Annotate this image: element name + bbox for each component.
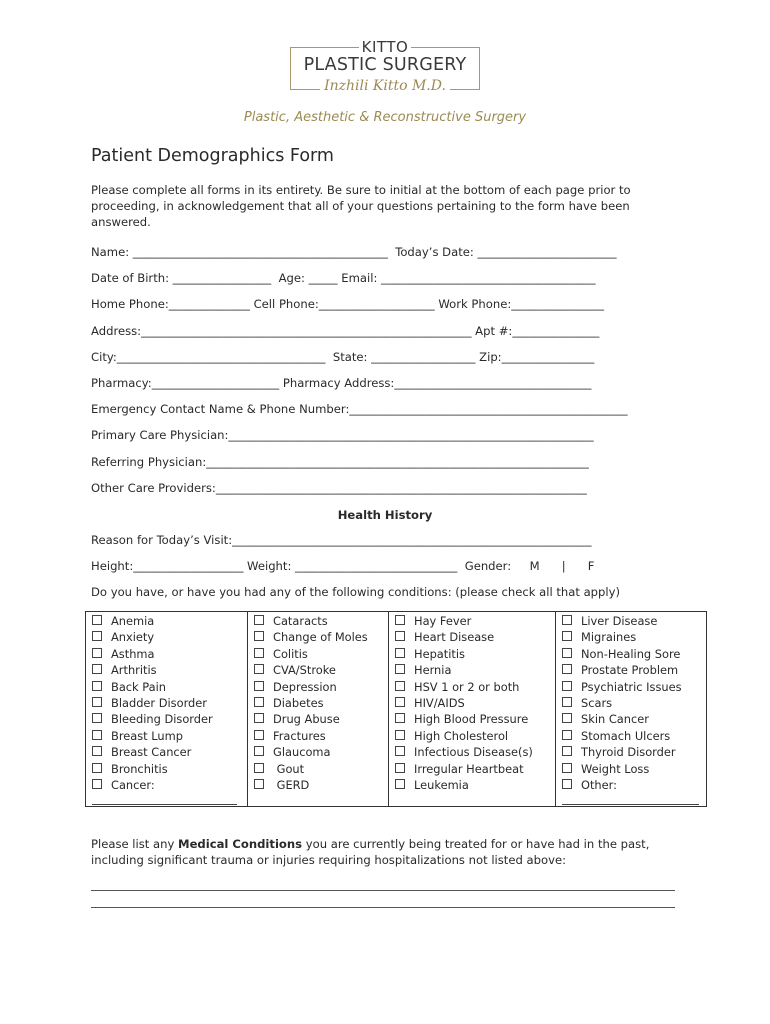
condition-checkbox-item[interactable]	[92, 646, 155, 662]
condition-checkbox-item[interactable]	[395, 711, 528, 727]
checkbox-icon[interactable]	[395, 664, 405, 674]
section-heading-health-history: Health History	[337, 508, 433, 522]
condition-checkbox-item[interactable]	[562, 629, 636, 645]
checkbox-icon[interactable]	[92, 681, 102, 691]
checkbox-icon[interactable]	[562, 681, 572, 691]
condition-label: HIV/AIDS	[414, 696, 465, 710]
checkbox-icon[interactable]	[562, 697, 572, 707]
condition-label: Anemia	[111, 614, 155, 628]
condition-checkbox-item[interactable]	[254, 613, 328, 629]
condition-label: HSV 1 or 2 or both	[414, 679, 520, 694]
checkbox-icon[interactable]	[92, 648, 102, 658]
checkbox-icon[interactable]	[395, 763, 405, 773]
condition-label: Anxiety	[111, 630, 155, 645]
condition-checkbox-item[interactable]	[395, 761, 524, 777]
checkbox-icon[interactable]	[92, 779, 102, 789]
condition-label: Skin Cancer	[581, 712, 649, 727]
condition-label: Leukemia	[414, 778, 469, 792]
checkbox-icon[interactable]	[92, 631, 102, 641]
condition-checkbox-item[interactable]	[562, 744, 676, 760]
condition-checkbox-item[interactable]	[92, 662, 157, 678]
condition-label: Heart Disease	[414, 630, 495, 645]
checkbox-icon[interactable]	[562, 648, 572, 658]
checkbox-icon[interactable]	[254, 746, 264, 756]
field-pharmacy[interactable]: Pharmacy:______________________ Pharmacy Address:__________________________________	[91, 376, 592, 390]
condition-checkbox-item[interactable]	[562, 728, 670, 744]
condition-label: Diabetes	[273, 696, 324, 710]
conditions-column-4	[555, 612, 706, 806]
condition-checkbox-item[interactable]	[92, 679, 166, 695]
practice-logo	[290, 38, 480, 100]
condition-checkbox-item[interactable]	[92, 613, 154, 629]
condition-checkbox-item[interactable]	[92, 728, 183, 744]
condition-label: Hepatitis	[414, 646, 465, 661]
condition-label: Irregular Heartbeat	[414, 761, 524, 776]
condition-label: Psychiatric Issues	[581, 679, 682, 694]
field-primary-care[interactable]: Primary Care Physician:_______________________________________________________________	[91, 428, 594, 442]
condition-label: GERD	[273, 778, 310, 792]
condition-label: High Cholesterol	[414, 728, 509, 743]
condition-checkbox-item[interactable]	[395, 679, 519, 695]
medical-para-start: Please list any	[91, 837, 179, 851]
tagline: Plastic, Aesthetic & Reconstructive Surgery	[243, 110, 527, 125]
condition-checkbox-item[interactable]	[254, 695, 324, 711]
condition-label: Thyroid Disorder	[581, 745, 676, 760]
checkbox-icon[interactable]	[395, 779, 405, 789]
checkbox-icon[interactable]	[562, 746, 572, 756]
condition-label: Arthritis	[111, 663, 157, 678]
checkbox-icon[interactable]	[395, 713, 405, 723]
condition-checkbox-item[interactable]	[92, 744, 191, 760]
condition-label: Gout	[273, 761, 305, 776]
condition-checkbox-item[interactable]	[254, 761, 304, 777]
condition-checkbox-item[interactable]	[562, 679, 682, 695]
condition-label: Migraines	[581, 630, 637, 645]
checkbox-icon[interactable]	[395, 615, 405, 625]
field-phones[interactable]: Home Phone:______________ Cell Phone:____________________ Work Phone:________________	[91, 297, 604, 311]
condition-label: Drug Abuse	[273, 712, 340, 727]
medical-answer-line-1[interactable]	[91, 890, 675, 891]
condition-label: Weight Loss	[581, 761, 650, 776]
condition-checkbox-item[interactable]	[562, 613, 657, 629]
checkbox-icon[interactable]	[92, 746, 102, 756]
condition-checkbox-item[interactable]	[92, 761, 168, 777]
condition-checkbox-item[interactable]	[562, 646, 680, 662]
condition-label: Bleeding Disorder	[111, 712, 213, 727]
checkbox-icon[interactable]	[562, 631, 572, 641]
checkbox-icon[interactable]	[395, 681, 405, 691]
conditions-column-3	[388, 612, 555, 806]
checkbox-icon[interactable]	[254, 697, 264, 707]
condition-checkbox-item[interactable]	[254, 662, 336, 678]
field-referring-physician[interactable]: Referring Physician:__________________________________________________________________	[91, 455, 589, 469]
other-blank-line[interactable]	[562, 804, 699, 805]
condition-label: Infectious Disease(s)	[414, 745, 533, 760]
condition-checkbox-item[interactable]	[254, 777, 309, 793]
checkbox-icon[interactable]	[395, 648, 405, 658]
checkbox-icon[interactable]	[562, 615, 572, 625]
condition-checkbox-item[interactable]	[92, 695, 207, 711]
checkbox-icon[interactable]	[395, 746, 405, 756]
condition-checkbox-item[interactable]	[395, 728, 508, 744]
condition-label: Colitis	[273, 646, 308, 661]
condition-label: Cancer:	[111, 778, 155, 792]
checkbox-icon[interactable]	[562, 779, 572, 789]
condition-label: Breast Cancer	[111, 745, 192, 760]
condition-checkbox-item[interactable]	[92, 629, 154, 645]
condition-label: High Blood Pressure	[414, 712, 529, 727]
checkbox-icon[interactable]	[254, 681, 264, 691]
condition-checkbox-item[interactable]	[562, 695, 612, 711]
condition-label: Liver Disease	[581, 614, 658, 628]
checkbox-icon[interactable]	[254, 763, 264, 773]
condition-label: Bladder Disorder	[111, 696, 207, 710]
logo-signature: Inzhili Kitto M.D.	[320, 78, 450, 94]
condition-label: Hernia	[414, 663, 452, 678]
condition-label: Glaucoma	[273, 745, 331, 760]
condition-checkbox-item[interactable]	[395, 777, 469, 793]
condition-checkbox-item[interactable]	[92, 711, 213, 727]
field-other-providers[interactable]: Other Care Providers:________________________________________________________________	[91, 481, 587, 495]
checkbox-icon[interactable]	[92, 763, 102, 773]
checkbox-icon[interactable]	[254, 631, 264, 641]
checkbox-icon[interactable]	[254, 648, 264, 658]
condition-checkbox-item[interactable]	[562, 761, 649, 777]
condition-label: Scars	[581, 696, 613, 710]
condition-label: Depression	[273, 679, 337, 694]
page-title: Patient Demographics Form	[91, 146, 334, 166]
condition-checkbox-item[interactable]	[92, 777, 155, 793]
condition-label: Other:	[581, 778, 617, 792]
condition-label: Change of Moles	[273, 630, 368, 645]
cancer-blank-line[interactable]	[92, 804, 237, 805]
field-address[interactable]: Address:_________________________________________________________ Apt #:_______________	[91, 324, 600, 338]
condition-label: Non-Healing Sore	[581, 646, 681, 661]
checkbox-icon[interactable]	[254, 730, 264, 740]
condition-label: Stomach Ulcers	[581, 728, 671, 743]
condition-checkbox-item[interactable]	[254, 728, 326, 744]
checkbox-icon[interactable]	[562, 664, 572, 674]
checkbox-icon[interactable]	[562, 730, 572, 740]
checkbox-icon[interactable]	[92, 664, 102, 674]
checkbox-icon[interactable]	[92, 615, 102, 625]
logo-line1: KITTO	[359, 38, 412, 56]
checkbox-icon[interactable]	[92, 730, 102, 740]
conditions-column-2	[247, 612, 388, 806]
condition-label: Breast Lump	[111, 728, 183, 743]
field-city-state-zip[interactable]: City:____________________________________ State: __________________ Zip:________________	[91, 350, 595, 364]
condition-label: CVA/Stroke	[273, 663, 336, 678]
intro-paragraph: Please complete all forms in its entirety. Be sure to initial at the bottom of each page prior to proceeding, in acknowledgement that all of your questions pertaining to the form have been answered.	[91, 183, 631, 229]
condition-checkbox-item[interactable]	[395, 646, 465, 662]
checkbox-icon[interactable]	[254, 713, 264, 723]
condition-checkbox-item[interactable]	[254, 646, 308, 662]
condition-label: Fractures	[273, 728, 326, 743]
condition-label: Asthma	[111, 646, 155, 661]
checkbox-icon[interactable]	[254, 779, 264, 789]
field-dob-age-email[interactable]: Date of Birth: _________________ Age: _____ Email: _____________________________________	[91, 271, 596, 285]
conditions-column-1	[86, 612, 247, 806]
medical-para-bold: Medical Conditions	[178, 837, 303, 851]
field-reason-visit[interactable]: Reason for Today’s Visit:______________________________________________________________	[91, 533, 592, 547]
medical-answer-line-2[interactable]	[91, 907, 675, 908]
condition-checkbox-item[interactable]	[395, 613, 471, 629]
field-height-weight-gender[interactable]: Height:___________________ Weight: ____________________________ Gender: M | F	[91, 559, 595, 573]
condition-checkbox-item[interactable]	[562, 662, 678, 678]
conditions-table	[85, 611, 707, 807]
checkbox-icon[interactable]	[395, 730, 405, 740]
checkbox-icon[interactable]	[254, 664, 264, 674]
condition-label: Hay Fever	[414, 614, 472, 628]
field-name-date[interactable]: Name: ____________________________________________ Today’s Date: ________________________	[91, 245, 617, 259]
medical-para-end: you are currently being treated for or have had in the past, including significant trauma or injuries requiring hospitalizations not listed above:	[91, 837, 650, 867]
condition-label: Back Pain	[111, 679, 166, 694]
checkbox-icon[interactable]	[395, 697, 405, 707]
condition-checkbox-item[interactable]	[395, 629, 494, 645]
medical-conditions-prompt	[91, 836, 691, 868]
checkbox-icon[interactable]	[254, 615, 264, 625]
condition-checkbox-item[interactable]	[562, 777, 617, 793]
condition-checkbox-item[interactable]	[395, 695, 465, 711]
checkbox-icon[interactable]	[395, 631, 405, 641]
condition-label: Prostate Problem	[581, 663, 679, 678]
condition-label: Cataracts	[273, 614, 328, 628]
conditions-prompt: Do you have, or have you had any of the following conditions: (please check all that apply)	[91, 585, 621, 599]
condition-checkbox-item[interactable]	[254, 629, 368, 645]
condition-checkbox-item[interactable]	[254, 711, 340, 727]
condition-checkbox-item[interactable]	[562, 711, 649, 727]
condition-checkbox-item[interactable]	[395, 662, 451, 678]
checkbox-icon[interactable]	[92, 713, 102, 723]
checkbox-icon[interactable]	[92, 697, 102, 707]
checkbox-icon[interactable]	[562, 763, 572, 773]
condition-checkbox-item[interactable]	[395, 744, 533, 760]
field-emergency-contact[interactable]: Emergency Contact Name & Phone Number:________________________________________________	[91, 402, 628, 416]
condition-checkbox-item[interactable]	[254, 744, 331, 760]
logo-line2: PLASTIC SURGERY	[303, 55, 467, 75]
checkbox-icon[interactable]	[562, 713, 572, 723]
condition-checkbox-item[interactable]	[254, 679, 337, 695]
condition-label: Bronchitis	[111, 761, 168, 776]
